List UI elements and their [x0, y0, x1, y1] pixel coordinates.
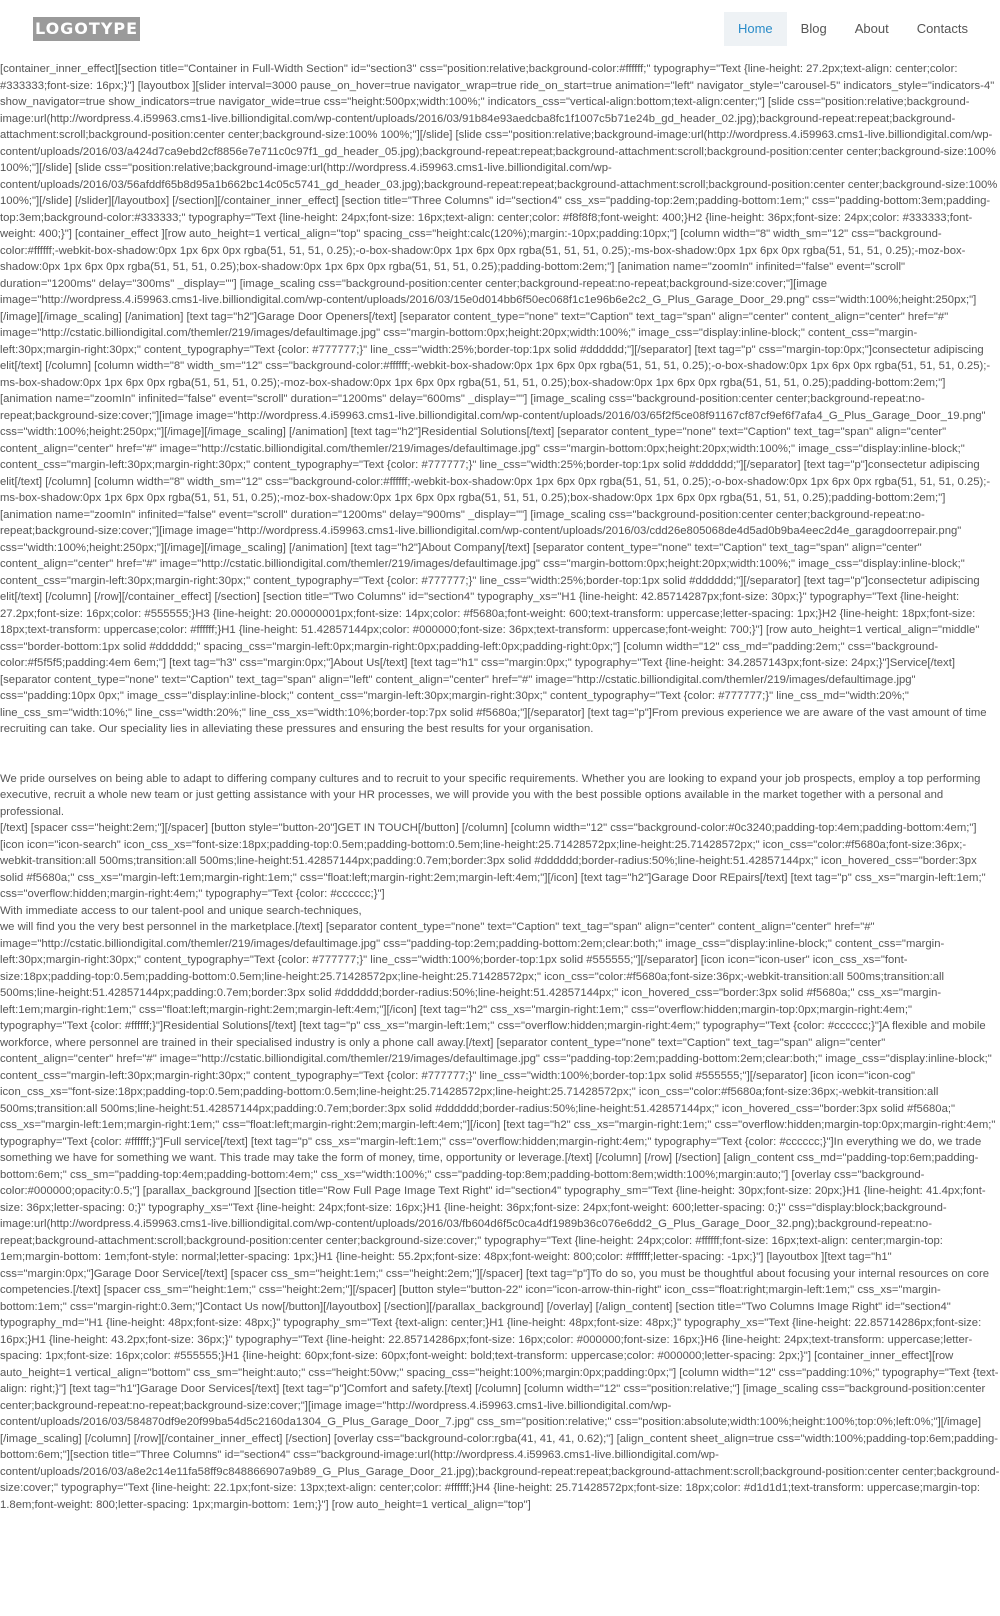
paragraph-gap — [0, 738, 1000, 771]
logo[interactable]: LOGOTYPE — [33, 17, 140, 41]
content-paragraph-4: With immediate access to our talent-pool and unique search-techniques, — [0, 904, 362, 917]
main-nav — [724, 12, 982, 46]
content-paragraph-1: [container_inner_effect][section title="Container in Full-Width Section" id="section3" css="position:relative;background-color:#ffffff;" typography="Text {line-height: 27.2px;text-align: center;color: #333333;font-size: 16px;}"] [layoutbox ][slider interval=3000 pause_on_hover=true navigator_wrap=true ride_on_start=true animation="left" navigator_style="carousel-5" indicators_style="indicators-4" show_navigator=true show_indicators=true navigator_wide=true css="height:500px;width:100%;" indicators_css="vertical-align:bottom;text-align:center;"] [slide css="position:relative;background-image:url(http://wordpress.4.i59963.cms1-live.billiondigital.com/wp-content/uploads/2016/03/91b84e93aedcba8fc1f1007c5b71e24b_gd_header_02.jpg);background-repeat:repeat;background-attachment:scroll;background-position:center center;background-size:100% 100%;"][/slide] [slide css="position:relative;background-image:url(http://wordpress.4.i59963.cms1-live.billiondigital.com/wp-content/uploads/2016/03/a424d7ca9ebd2cf8856e7e711c0c97f1_gd_header_05.jpg);background-repeat:repeat;background-attachment:scroll;background-position:center center;background-size:100% 100%;"][/slide] [slide css="position:relative;background-image:url(http://wordpress.4.i59963.cms1-live.billiondigital.com/wp-content/uploads/2016/03/56afddf65b8d95a1b662bc14c05c5741_gd_header_03.jpg);background-repeat:repeat;background-attachment:scroll;background-position:center center;background-size:100% 100%;"][/slide] [/slider][/layoutbox] [/section][/container_inner_effect] [section title="Three Columns" id="section4" css_xs="padding-top:2em;padding-bottom:1em;" css="padding-bottom:3em;padding-top:3em;background-color:#333333;" typography="Text {line-height: 24px;font-size: 16px;text-align: center;color: #f8f8f8;font-weight: 400;}H2 {line-height: 36px;font-size: 24px;color: #333333;font-weight: 400;}"] [container_effect ][row auto_height=1 vertical_align="top" spacing_css="height:calc(120%);margin:-10px;padding:10px;"] [column width="8" width_sm="12" css="background-color:#ffffff;-webkit-box-shadow:0px 1px 6px 0px rgba(51, 51, 51, 0.25);-o-box-shadow:0px 1px 6px 0px rgba(51, 51, 51, 0.25);-ms-box-shadow:0px 1px 6px 0px rgba(51, 51, 51, 0.25);-moz-box-shadow:0px 1px 6px 0px rgba(51, 51, 51, 0.25);box-shadow:0px 1px 6px 0px rgba(51, 51, 51, 0.25);padding-bottom:2em;"] [animation name="zoomIn" infinited="false" event="scroll" duration="1200ms" delay="300ms" _display=""] [image_scaling css="background-position:center center;background-repeat:no-repeat;background-size:cover;"][image image="http://wordpress.4.i59963.cms1-live.billiondigital.com/wp-content/uploads/2016/03/15e0d014bb6f50ec068f1c1e96b6e2c2_G_Plus_Garage_Door_29.png" css="width:100%;height:250px;"][/image][/image_scaling] [/animation] [text tag="h2"]Garage Door Openers[/text] [separator content_type="none" text="Caption" text_tag="span" align="center" content_align="center" href="#" image="http://cstatic.billiondigital.com/themler/219/images/defaultimage.jpg" css="margin-bottom:0px;height:20px;width:100%;" image_css="display:inline-block;" content_css="margin-left:30px;margin-right:30px;" content_typography="Text {color: #777777;}" line_css="width:25%;border-top:1px solid #dddddd;"][/separator] [text tag="p" css="margin-top:0px;"]consectetur adipiscing elit[/text] [/column] [column width="8" width_sm="12" css="background-color:#ffffff;-webkit-box-shadow:0px 1px 6px 0px rgba(51, 51, 51, 0.25);-o-box-shadow:0px 1px 6px 0px rgba(51, 51, 51, 0.25);-ms-box-shadow:0px 1px 6px 0px rgba(51, 51, 51, 0.25);-moz-box-shadow:0px 1px 6px 0px rgba(51, 51, 51, 0.25);box-shadow:0px 1px 6px 0px rgba(51, 51, 51, 0.25);padding-bottom:2em;"] [animation name="zoomIn" infinited="false" event="scroll" duration="1200ms" delay="600ms" _display=""] [image_scaling css="background-position:center center;background-repeat:no-repeat;background-size:cover;"][image image="http://wordpress.4.i59963.cms1-live.billiondigital.com/wp-content/uploads/2016/03/65f2f5ce08f91167cf87cf9ef6f7afa4_G_Plus_Garage_Door_19.png" css="width:100%;height:250px;"][/image][/image_scaling] [/animation] [text tag="h2"]Residential Solutions[/text] [separator content_type="none" text="Caption" text_tag="span" align="center" content_align="center" href="#" image="http://cstatic.billiondigital.com/themler/219/images/defaultimage.jpg" css="margin-bottom:0px;height:20px;width:100%;" image_css="display:inline-block;" content_css="margin-left:30px;margin-right:30px;" content_typography="Text {color: #777777;}" line_css="width:25%;border-top:1px solid #dddddd;"][/separator] [text tag="p"]consectetur adipiscing elit[/text] [/column] [column width="8" width_sm="12" css="background-color:#ffffff;-webkit-box-shadow:0px 1px 6px 0px rgba(51, 51, 51, 0.25);-o-box-shadow:0px 1px 6px 0px rgba(51, 51, 51, 0.25);-ms-box-shadow:0px 1px 6px 0px rgba(51, 51, 51, 0.25);-moz-box-shadow:0px 1px 6px 0px rgba(51, 51, 51, 0.25);box-shadow:0px 1px 6px 0px rgba(51, 51, 51, 0.25);padding-bottom:2em;"] [animation name="zoomIn" infinited="false" event="scroll" duration="1200ms" delay="900ms" _display=""] [image_scaling css="background-position:center center;background-repeat:no-repeat;background-size:cover;"][image image="http://wordpress.4.i59963.cms1-live.billiondigital.com/wp-content/uploads/2016/03/cdd26e805068de4d5ad0b9ba4eec2d4e_garagdoorrepair.png" css="width:100%;height:250px;"][/image][/image_scaling] [/animation] [text tag="h2"]About Company[/text] [separator content_type="none" text="Caption" text_tag="span" align="center" content_align="center" href="#" image="http://cstatic.billiondigital.com/themler/219/images/defaultimage.jpg" css="margin-bottom:0px;height:20px;width:100%;" image_css="display:inline-block;" content_css="margin-left:30px;margin-right:30px;" content_typography="Text {color: #777777;}" line_css="width:25%;border-top:1px solid #dddddd;"][/separator] [text tag="p"]consectetur adipiscing elit[/text] [/column] [/row][/container_effect] [/section] [section title="Two Columns" id="section4" typography_xs="H1 {line-height: 42.85714287px;font-size: 30px;}" typography="Text {line-height: 27.2px;font-size: 16px;color: #555555;}H3 {line-height: 20.00000001px;font-size: 14px;color: #f5680a;font-weight: 600;text-transform: uppercase;letter-spacing: 1px;}H2 {line-height: 18px;font-size: 18px;text-transform: uppercase;color: #ffffff;}H1 {line-height: 51.42857144px;color: #000000;font-size: 36px;text-transform: uppercase;font-weight: 700;}"] [row auto_height=1 vertical_align="middle" css="border-bottom:1px solid #dddddd;" spacing_css="margin-left:0px;margin-right:0px;padding-left:0px;padding-right:0px;"] [column width="12" css_md="padding:2em;" css="background-color:#f5f5f5;padding:4em 6em;"] [text tag="h3" css="margin:0px;"]About Us[/text] [text tag="h1" css="margin:0px;" typography="Text {line-height: 34.2857143px;font-size: 24px;}"]Service[/text] [separator content_type="none" text="Caption" text_tag="span" align="left" content_align="center" href="#" image="http://cstatic.billiondigital.com/themler/219/images/defaultimage.jpg" css="padding:10px 0px;" image_css="display:inline-block;" content_css="margin-left:30px;margin-right:30px;" content_typography="Text {color: #777777;}" line_css_md="width:20%;" line_css_sm="width:10%;" line_css="width:20%;" line_css_xs="width:10%;border-top:7px solid #f5680a;"][/separator] [text tag="p"]From previous experience we are aware of the vast amount of time recruiting can take. Our speciality lies in alleviating these pressures and ensuring the best results for your organisation. — [0, 63, 998, 735]
content-paragraph-2: We pride ourselves on being able to adapt to differing company cultures and to recruit to your specific requirements. Whether you are looking to expand your job prospects, employ a top performing executive, recruit a whole new team or just getting assistance with your HR processes, we will provide you with the best possible options available in the market together with a personal and professional. — [0, 772, 981, 818]
nav-item-home[interactable]: Home — [724, 12, 787, 46]
raw-shortcode-content — [0, 61, 1000, 1616]
nav-item-blog[interactable]: Blog — [800, 21, 827, 36]
site-header — [0, 0, 1000, 58]
nav-item-contacts[interactable]: Contacts — [916, 21, 968, 36]
content-paragraph-3: [/text] [spacer css="height:2em;"][/spacer] [button style="button-20"]GET IN TOUCH[/button] [/column] [column width="12" css="background-color:#0c3240;padding-top:4em;padding-bottom:4em;"] [icon icon="icon-search" icon_css_xs="font-size:18px;padding-top:0.5em;padding-bottom:0.5em;line-height:25.71428572px;line-height:25.71428572px;" icon_css="color:#f5680a;font-size:36px;-webkit-transition:all 500ms;transition:all 500ms;line-height:51.42857144px;padding:0.7em;border:3px solid #dddddd;border-radius:50%;line-height:51.42857144px;" icon_hovered_css="border:3px solid #f5680a;" css_xs="margin-left:1em;margin-right:1em;" css="float:left;margin-right:2em;margin-left:4em;"][/icon] [text tag="h2"]Garage Door REpairs[/text] [text tag="p" css_xs="margin-left:1em;" css="overflow:hidden;margin-right:4em;" typography="Text {color: #cccccc;}"] — [0, 822, 986, 900]
content-paragraph-5: we will find you the very best personnel in the marketplace.[/text] [separator content_type="none" text="Caption" text_tag="span" align="center" content_align="center" href="#" image="http://cstatic.billiondigital.com/themler/219/images/defaultimage.jpg" css="padding-top:2em;padding-bottom:2em;clear:both;" image_css="display:inline-block;" content_css="margin-left:30px;margin-right:30px;" content_typography="Text {color: #777777;}" line_css="width:100%;border-top:1px solid #555555;"][/separator] [icon icon="icon-user" icon_css_xs="font-size:18px;padding-top:0.5em;padding-bottom:0.5em;line-height:25.71428572px;line-height:25.71428572px;" icon_css="color:#f5680a;font-size:36px;-webkit-transition:all 500ms;transition:all 500ms;line-height:51.42857144px;padding:0.7em;border:3px solid #dddddd;border-radius:50%;line-height:51.42857144px;" icon_hovered_css="border:3px solid #f5680a;" css_xs="margin-left:1em;margin-right:1em;" css="float:left;margin-right:2em;margin-left:4em;"][/icon] [text tag="h2" css_xs="margin-right:1em;" css="overflow:hidden;margin-top:0px;margin-right:4em;" typography="Text {color: #ffffff;}"]Residential Solutions[/text] [text tag="p" css_xs="margin-left:1em;" css="overflow:hidden;margin-right:4em;" typography="Text {color: #cccccc;}"]A flexible and mobile workforce, where personnel are trained in their specialised industry is only a phone call away.[/text] [separator content_type="none" text="Caption" text_tag="span" align="center" content_align="center" href="#" image="http://cstatic.billiondigital.com/themler/219/images/defaultimage.jpg" css="padding-top:2em;padding-bottom:2em;clear:both;" image_css="display:inline-block;" content_css="margin-left:30px;margin-right:30px;" content_typography="Text {color: #777777;}" line_css="width:100%;border-top:1px solid #555555;"][/separator] [icon icon="icon-cog" icon_css_xs="font-size:18px;padding-top:0.5em;padding-bottom:0.5em;line-height:25.71428572px;line-height:25.71428572px;" icon_css="color:#f5680a;font-size:36px;-webkit-transition:all 500ms;transition:all 500ms;line-height:51.42857144px;padding:0.7em;border:3px solid #dddddd;border-radius:50%;line-height:51.42857144px;" icon_hovered_css="border:3px solid #f5680a;" css_xs="margin-left:1em;margin-right:1em;" css="float:left;margin-right:2em;margin-left:4em;"][/icon] [text tag="h2" css_xs="margin-right:1em;" css="overflow:hidden;margin-top:0px;margin-right:4em;" typography="Text {color: #ffffff;}"]Full service[/text] [text tag="p" css_xs="margin-left:1em;" css="overflow:hidden;margin-right:4em;" typography="Text {color: #cccccc;}"]In everything we do, we trade something we have for something we want. This trade may take the form of money, time, opportunity or leverage.[/text] [/column] [/row] [/section] [align_content css_md="padding-top:6em;padding-bottom:6em;" css_sm="padding-top:4em;padding-bottom:4em;" css_xs="width:100%;" css="padding-top:8em;padding-bottom:8em;width:100%;margin:auto;"] [overlay css="background-color:#000000;opacity:0.5;"] [parallax_background ][section title="Row Full Page Image Text Right" id="section4" typography_sm="Text {line-height: 30px;font-size: 20px;}H1 {line-height: 41.4px;font-size: 36px;letter-spacing: 0;}" typography_xs="Text {line-height: 24px;font-size: 16px;}H1 {line-height: 36px;font-size: 24px;font-weight: 600;letter-spacing: 0;}" css="display:block;background-image:url(http://wordpress.4.i59963.cms1-live.billiondigital.com/wp-content/uploads/2016/03/fb604d6f5c0ca4df1989b36c076e6dd2_G_Plus_Garage_Door_32.png);background-repeat:no-repeat;background-attachment:scroll;background-position:center center;background-size:cover;" typography="Text {line-height: 24px;color: #ffffff;font-size: 16px;text-align: center;margin-top: 1em;margin-bottom: 1em;font-style: normal;letter-spacing: 1px;}H1 {line-height: 55.2px;font-size: 48px;font-weight: 800;color: #ffffff;letter-spacing: -1px;}"] [layoutbox ][text tag="h1" css="margin:0px;"]Garage Door Service[/text] [spacer css_sm="height:1em;" css="height:2em;"][/spacer] [text tag="p"]To do so, you must be thoughtful about focusing your internal resources on core competencies.[/text] [spacer css_sm="height:1em;" css="height:2em;"][/spacer] [button style="button-22" icon="icon-arrow-thin-right" icon_css="float:right;margin-left:1em;" css_xs="margin-bottom:1em;" css="margin-right:0.3em;"]Contact Us now[/button][/layoutbox] [/section][/parallax_background] [/overlay] [/align_content] [section title="Two Columns Image Right" id="section4" typography_md="H1 {line-height: 48px;font-size: 48px;}" typography_sm="Text {text-align: center;}H1 {line-height: 48px;font-size: 48px;}" typography_xs="Text {line-height: 22.85714286px;font-size: 16px;}H1 {line-height: 43.2px;font-size: 36px;}" typography="Text {line-height: 22.85714286px;font-size: 16px;color: #000000;font-size: 16px;}H6 {line-height: 24px;text-transform: uppercase;letter-spacing: 1px;font-size: 16px;color: #555555;}H1 {line-height: 60px;font-size: 60px;font-weight: bold;text-transform: uppercase;color: #000000;letter-spacing: 2px;}"] [container_inner_effect][row auto_height=1 vertical_align="bottom" css_sm="height:auto;" css="height:50vw;" spacing_css="height:100%;margin:0px;padding:0px;"] [column width="12" css="padding:10%;" typography="Text {text-align: right;}"] [text tag="h1"]Garage Door Services[/text] [text tag="p"]Comfort and safety.[/text] [/column] [column width="12" css="position:relative;"] [image_scaling css="background-position:center center;background-repeat:no-repeat;background-size:cover;"][image image="http://wordpress.4.i59963.cms1-live.billiondigital.com/wp-content/uploads/2016/03/584870df9e20f99ba54d5c2160da1304_G_Plus_Garage_Door_7.jpg" css_sm="position:relative;" css="position:absolute;width:100%;height:100%;top:0%;left:0%;"][/image][/image_scaling] [/column] [/row][/container_inner_effect] [/section] [overlay css="background-color:rgba(41, 41, 41, 0.62);"] [align_content sheet_align=true css="width:100%;padding-top:6em;padding-bottom:6em;"][section title="Three Columns" id="section4" css="background-image:url(http://wordpress.4.i59963.cms1-live.billiondigital.com/wp-content/uploads/2016/03/a8e2c14e11fa58ff9c848866907a9b89_G_Plus_Garage_Door_21.jpg);background-repeat:repeat;background-attachment:scroll;background-position:center center;background-size:cover;" typography="Text {line-height: 22.1px;font-size: 13px;text-align: center;color: #ffffff;}H4 {line-height: 25.71428572px;font-size: 18px;color: #d1d1d1;text-transform: uppercase;margin-top: 1.8em;font-weight: 800;letter-spacing: 1px;margin-bottom: 1em;}"] [row auto_height=1 vertical_align="top"] — [0, 921, 1000, 1511]
nav-item-about[interactable]: About — [854, 21, 889, 36]
